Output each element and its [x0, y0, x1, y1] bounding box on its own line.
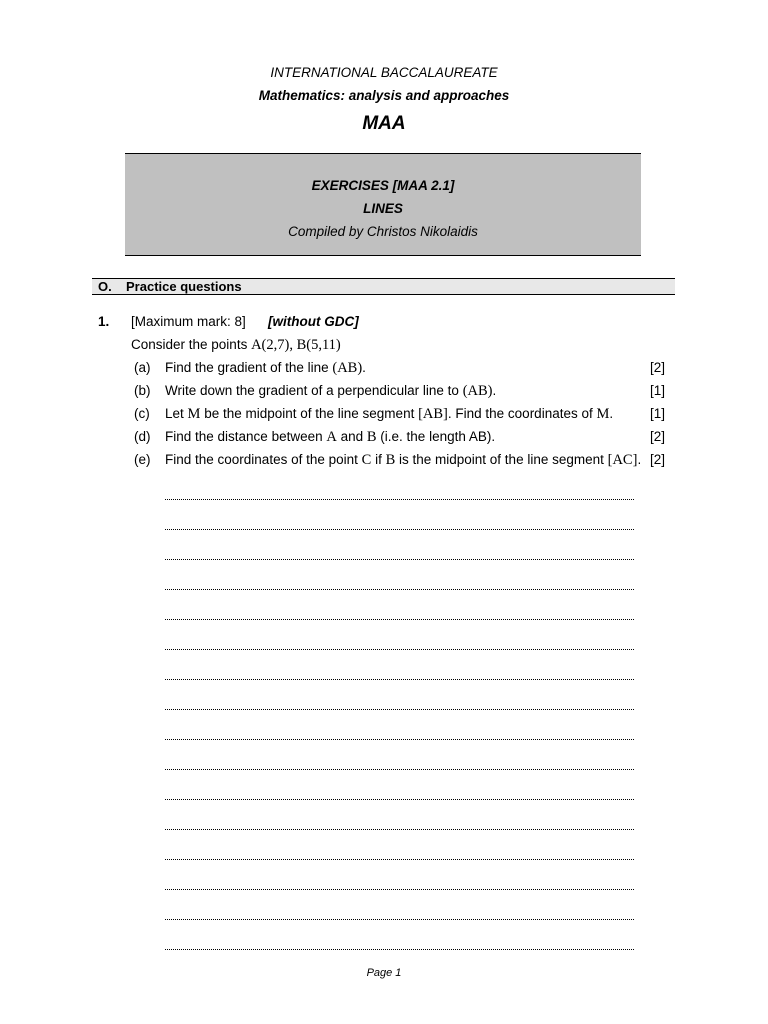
question-intro-text: Consider the points	[131, 337, 252, 352]
part-label: (a)	[134, 360, 151, 375]
question-intro-points: A(2,7), B(5,11)	[251, 337, 341, 353]
part-label: (e)	[134, 452, 151, 467]
part-text	[165, 452, 641, 469]
answer-line	[165, 679, 634, 680]
part-mark: [1]	[650, 383, 666, 398]
math-expression: (AB)	[332, 360, 363, 376]
section-number: O.	[98, 279, 112, 294]
answer-line	[165, 529, 634, 530]
part-text-segment: (i.e. the length AB).	[376, 429, 496, 444]
exercise-title-box	[125, 153, 641, 256]
subject-title: Mathematics: analysis and approaches	[258, 88, 510, 103]
math-expression: M	[187, 406, 201, 422]
part-mark: [2]	[650, 429, 666, 444]
answer-line	[165, 499, 634, 500]
part-mark: [1]	[650, 406, 666, 421]
institution-name: INTERNATIONAL BACCALAUREATE	[270, 65, 498, 80]
part-text-segment: .	[362, 360, 366, 375]
part-text-segment: .	[609, 406, 614, 421]
math-expression: A	[326, 429, 337, 445]
answer-line	[165, 889, 634, 890]
math-expression: [AB]	[418, 406, 448, 422]
question-part	[0, 383, 768, 403]
question-part	[0, 429, 768, 449]
exercise-title: EXERCISES [MAA 2.1]	[311, 178, 455, 193]
answer-line	[165, 769, 634, 770]
answer-line	[165, 559, 634, 560]
question-part	[0, 360, 768, 380]
part-text	[165, 429, 495, 446]
answer-line	[165, 649, 634, 650]
part-text-segment: Find the coordinates of the point	[165, 452, 362, 467]
answer-line	[165, 739, 634, 740]
answer-line	[165, 859, 634, 860]
answer-line	[165, 589, 634, 590]
part-text-segment: be the midpoint of the line segment	[200, 406, 419, 421]
page-number: Page 1	[366, 967, 402, 979]
part-text-segment: Find the gradient of the line	[165, 360, 333, 375]
question-intro	[131, 337, 341, 354]
part-text	[165, 383, 496, 400]
question-max-mark: [Maximum mark: 8]	[131, 314, 246, 329]
math-expression: [AC]	[607, 452, 638, 468]
part-text-segment: Find the distance between	[165, 429, 327, 444]
part-text-segment: .	[492, 383, 497, 398]
part-text-segment: if	[371, 452, 386, 467]
section-header	[92, 278, 675, 295]
part-text-segment: Let	[165, 406, 188, 421]
question-part	[0, 452, 768, 472]
question-gdc-note: [without GDC]	[268, 314, 359, 329]
part-text	[165, 360, 366, 377]
part-mark: [2]	[650, 452, 666, 467]
part-text-segment: .	[637, 452, 642, 467]
exercise-author: Compiled by Christos Nikolaidis	[288, 224, 478, 239]
exercise-topic: LINES	[363, 201, 403, 216]
part-mark: [2]	[650, 360, 666, 375]
answer-line	[165, 709, 634, 710]
question-part	[0, 406, 768, 426]
course-code: MAA	[362, 113, 406, 134]
answer-line	[165, 619, 634, 620]
math-expression: B	[385, 452, 396, 468]
part-text-segment: is the midpoint of the line segment	[395, 452, 608, 467]
math-expression: C	[361, 452, 372, 468]
part-label: (c)	[134, 406, 150, 421]
question-number: 1.	[98, 314, 110, 329]
answer-line	[165, 949, 634, 950]
answer-line	[165, 919, 634, 920]
part-label: (d)	[134, 429, 151, 444]
part-text-segment: Write down the gradient of a perpendicular line to	[165, 383, 463, 398]
math-expression: M	[596, 406, 610, 422]
math-expression: (AB)	[462, 383, 493, 399]
part-text-segment: and	[336, 429, 367, 444]
answer-line	[165, 799, 634, 800]
math-expression: B	[366, 429, 377, 445]
section-title: Practice questions	[126, 279, 242, 294]
part-text-segment: . Find the coordinates of	[447, 406, 597, 421]
part-text	[165, 406, 613, 423]
part-label: (b)	[134, 383, 151, 398]
answer-line	[165, 829, 634, 830]
